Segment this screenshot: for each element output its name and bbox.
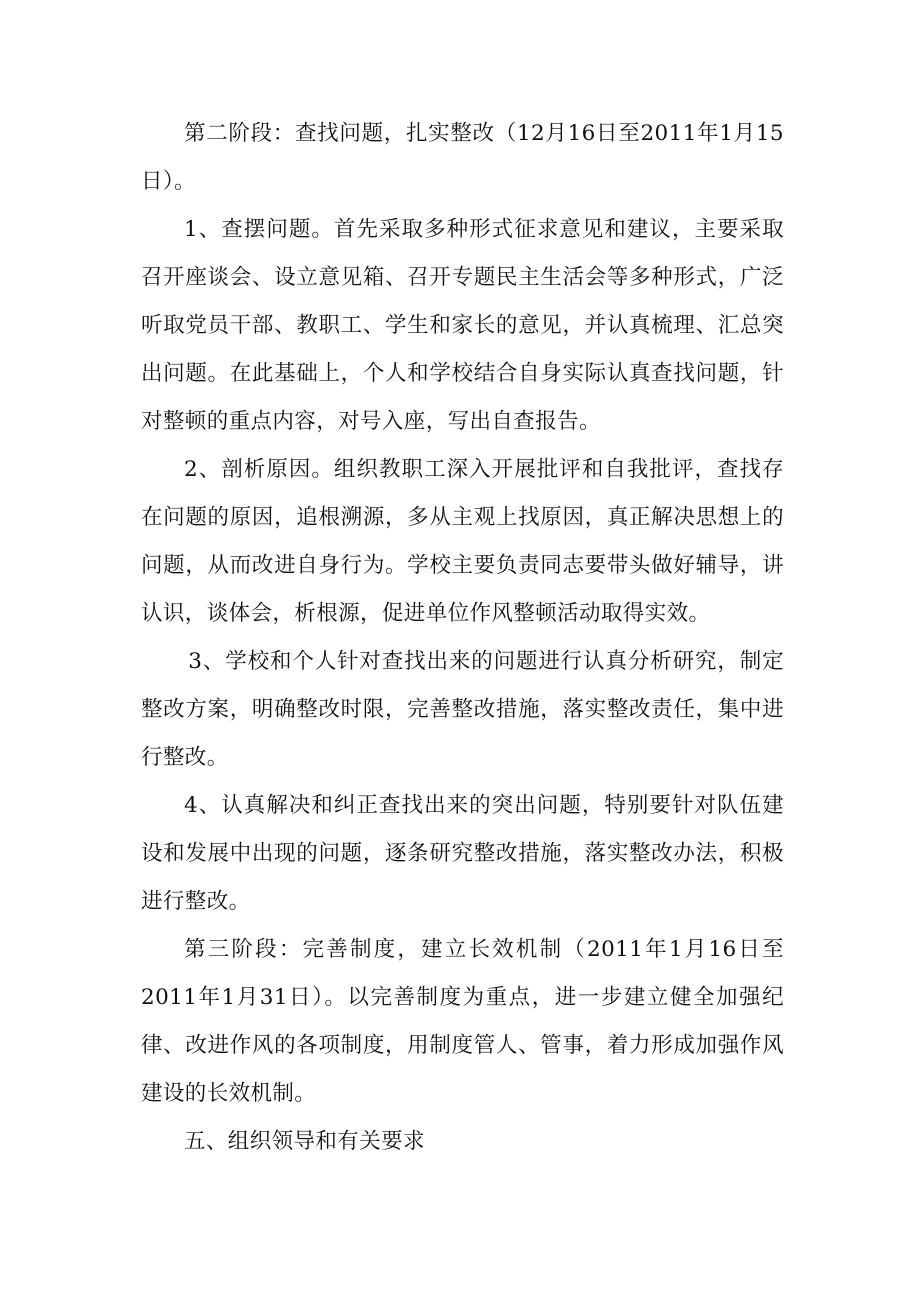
paragraph-stage-two: 第二阶段：查找问题，扎实整改（12月16日至2011年1月15日）。 [141, 121, 784, 194]
paragraph-item-4: 4、认真解决和纠正查找出来的突出问题，特别要针对队伍建设和发展中出现的问题，逐条研究整改措施，落实整改办法，积极进行整改。 [141, 793, 784, 914]
section-heading-five: 五、组织领导和有关要求 [184, 1129, 425, 1154]
paragraph-item-3: 3、学校和个人针对查找出来的问题进行认真分析研究，制定整改方案，明确整改时限，完善整改措施，落实整改责任，集中进行整改。 [141, 649, 784, 770]
paragraph-stage-three: 第三阶段：完善制度，建立长效机制（2011年1月16日至2011年1月31日）。以完善制度为重点，进一步建立健全加强纪律、改进作风的各项制度，用制度管人、管事，着力形成加强作风建设的长效机制。 [141, 937, 784, 1106]
document-body [141, 110, 784, 1166]
paragraph-item-1: 1、查摆问题。首先采取多种形式征求意见和建议，主要采取召开座谈会、设立意见箱、召开专题民主生活会等多种形式，广泛听取党员干部、教职工、学生和家长的意见，并认真梳理、汇总突出问题。在此基础上，个人和学校结合自身实际认真查找问题，针对整顿的重点内容，对号入座，写出自查报告。 [141, 217, 784, 434]
paragraph-item-2: 2、剖析原因。组织教职工深入开展批评和自我批评，查找存在问题的原因，追根溯源，多从主观上找原因，真正解决思想上的问题，从而改进自身行为。学校主要负责同志要带头做好辅导，讲认识，谈体会，析根源，促进单位作风整顿活动取得实效。 [141, 457, 784, 626]
